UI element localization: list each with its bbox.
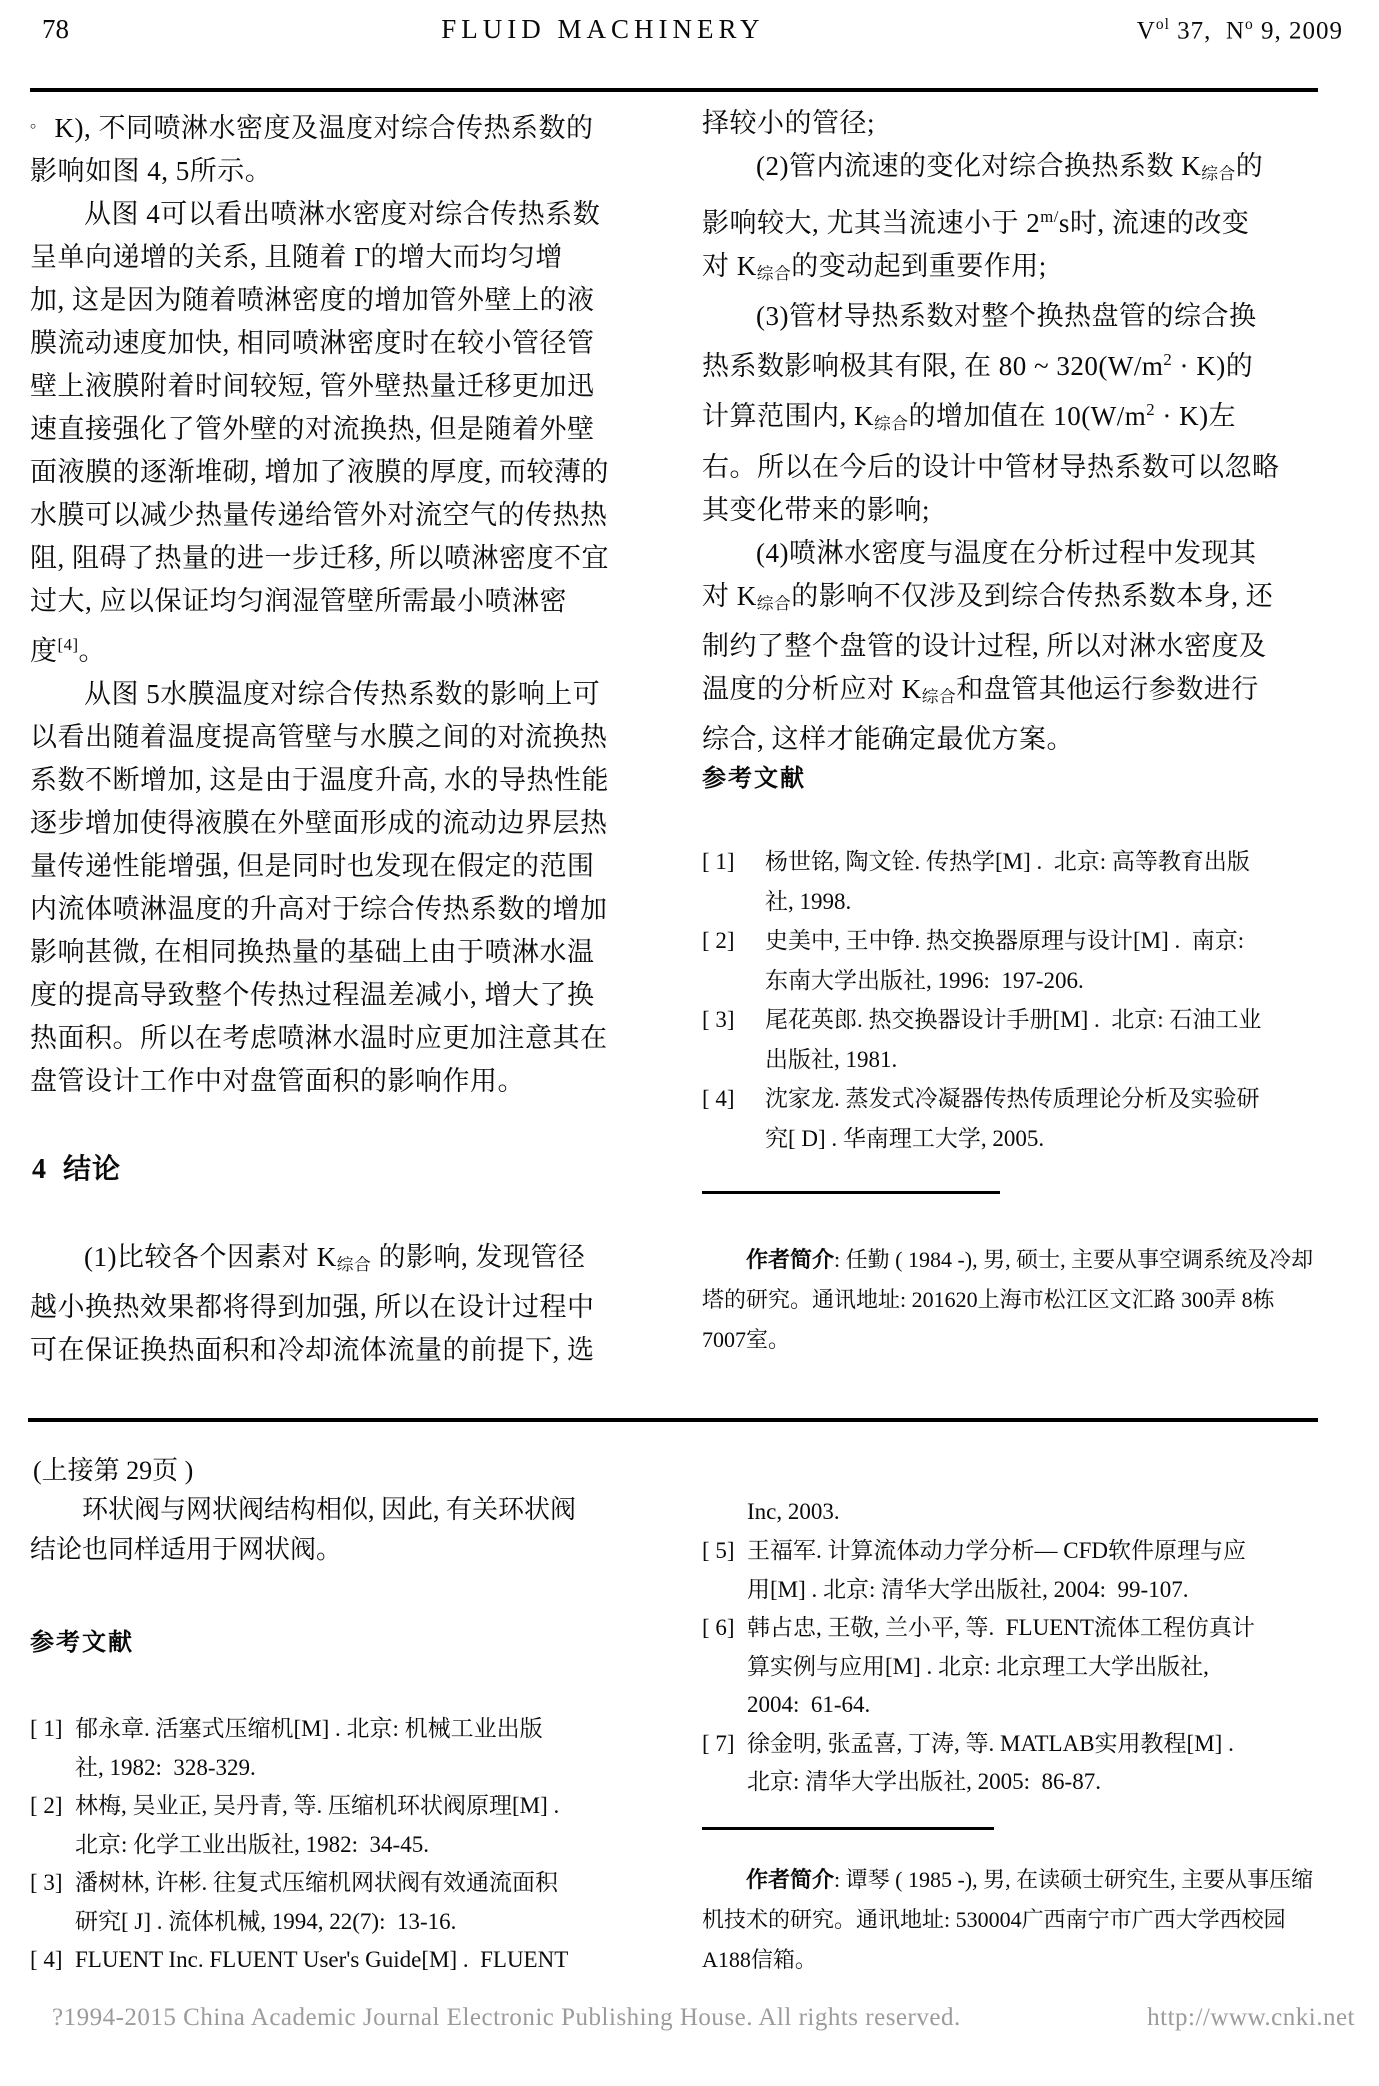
text-line: 影响如图 4, 5所示。 [30,156,273,186]
text-line: 潘树林, 许彬. 往复式压缩机网状阀有效通流面积 [75,1870,558,1895]
reference-text [75,1864,558,1941]
reference-item [702,1725,1352,1802]
text-line: 盘管设计工作中对盘管面积的影响作用。 [30,1066,525,1096]
reference-item [702,921,1347,1000]
reference-text [765,842,1250,921]
reference-item [30,1941,680,1980]
reference-item [702,1079,1347,1158]
conclusion-paragraph [30,1236,675,1372]
reference-item [702,1532,1352,1609]
reference-text [747,1609,1255,1725]
text-line: 沈家龙. 蒸发式冷凝器传热传质理论分析及实验研 [765,1086,1260,1111]
text-line: (2)管内流速的变化对综合换热系数 $K_{综合}$的 [756,151,1264,184]
text-line: 度[4]。 [30,635,107,666]
text-line: 加, 这是因为随着喷淋密度的增加管外壁上的液 [30,285,595,315]
text-line: 徐金明, 张孟喜, 丁涛, 等. MATLAB实用教程[M] . [747,1730,1234,1756]
text-line: 可在保证换热面积和冷却流体流量的前提下, 选 [30,1335,595,1366]
header-rule [30,88,1318,92]
text-line: 。 K), 不同喷淋水密度及温度对综合传热系数的 [30,112,594,143]
text-line: 对 $K_{综合}$的影响不仅涉及到综合传热系数本身, 还 [702,580,1274,613]
footer-url: http://www.cnki.net [1147,2004,1355,2031]
reference-continuation-line: Inc, 2003. [747,1499,840,1524]
text-line: 社, 1998. [765,888,852,914]
text-line: 北京: 化学工业出版社, 1982: 34-45. [75,1831,429,1857]
text-line: 面液膜的逐渐堆砌, 增加了液膜的厚度, 而较薄的 [30,457,609,487]
section-heading-conclusion: 4 结论 [32,1154,122,1185]
text-line: 东南大学出版社, 1996: 197-206. [765,967,1084,993]
text-line: 郁永章. 活塞式压缩机[M] . 北京: 机械工业出版 [75,1716,543,1741]
reference-item [30,1710,680,1787]
text-line: 过大, 应以保证均匀润湿管壁所需最小喷淋密 [30,586,567,616]
reference-label: [ 4] [30,1947,63,1972]
author-bio-top [702,1240,1350,1360]
issue-info: $V^{ol}$ 37, $N^o$ 9, 2009 [1136,15,1343,44]
text-line: 王福军. 计算流体动力学分析— CFD软件原理与应 [747,1538,1246,1563]
text-line: 以看出随着温度提高管壁与水膜之间的对流换热 [30,722,608,752]
text-line: 韩占忠, 王敬, 兰小平, 等. FLUENT流体工程仿真计 [747,1615,1255,1640]
text-line: 从图 5水膜温度对综合传热系数的影响上可 [84,679,601,709]
reference-item [702,842,1347,921]
text-line: 社, 1982: 328-329. [75,1754,256,1780]
text-line: 计算范围内, $K_{综合}$的增加值在 $10(W/m^2 \cdot K)$左 [702,400,1237,434]
text-line: 影响较大, 尤其当流速小于 $2^{m/}s$时, 流速的改变 [702,207,1250,239]
top-left-column [30,100,675,1103]
text-line: 机技术的研究。通讯地址: 530004广西南宁市广西大学西校园 [702,1907,1286,1932]
journal-title: FLUID MACHINERY [441,14,765,44]
copyright-text: ?1994-2015 China Academic Journal Electronic Publishing House. All rights reserved. [52,2004,961,2031]
text-line: 林梅, 吴业正, 吴丹青, 等. 压缩机环状阀原理[M] . [75,1793,560,1818]
text-line: (3)管材导热系数对整个换热盘管的综合换 [756,301,1257,332]
reference-label: [ 6] [702,1615,735,1640]
references-heading-bottom: 参考文献 [30,1630,134,1656]
reference-text [75,1941,568,1980]
text-line: 作者简介: 任勤 ( 1984 -), 男, 硕士, 主要从事空调系统及冷却 [746,1247,1314,1272]
reference-text [765,921,1244,1000]
page-footer [52,2004,1355,2032]
text-line: 右。所以在今后的设计中管材导热系数可以忽略 [702,451,1280,482]
reference-item [702,1609,1352,1725]
references-heading-top: 参考文献 [702,766,806,792]
reference-item [30,1787,680,1864]
reference-label: [ 2] [702,928,735,953]
reference-label: [ 4] [702,1086,735,1111]
text-line: 逐步增加使得液膜在外壁面形成的流动边界层热 [30,808,608,838]
text-line: 量传递性能增强, 但是同时也发现在假定的范围 [30,851,595,881]
reference-label: [ 1] [702,849,735,874]
text-line: 膜流动速度加快, 相同喷淋密度时在较小管径管 [30,328,595,358]
reference-label: [ 2] [30,1793,63,1818]
text-line: 其变化带来的影响; [702,494,931,525]
reference-list-bottom-right [702,1532,1352,1802]
reference-text [747,1725,1234,1802]
text-line: 呈单向递增的关系, 且随着 Γ的增大而均匀增 [30,242,563,272]
reference-label: [ 7] [702,1730,735,1756]
author-bio-separator-2 [702,1827,994,1830]
text-line: (1)比较各个因素对 $K_{综合}$ 的影响, 发现管径 [84,1242,586,1275]
reference-label: [ 1] [30,1716,63,1741]
text-line: 对 $K_{综合}$的变动起到重要作用; [702,251,1047,284]
reference-text [765,1079,1260,1158]
text-line: 从图 4可以看出喷淋水密度对综合传热系数 [84,199,601,229]
text-line: 环状阀与网状阀结构相似, 因此, 有关环状阀 [82,1495,577,1524]
author-bio-separator [702,1191,1000,1194]
text-line: 热面积。所以在考虑喷淋水温时应更加注意其在 [30,1023,608,1053]
reference-list-bottom-left [30,1710,680,1980]
bottom-left-paragraph [30,1490,680,1570]
text-line: 出版社, 1981. [765,1046,898,1072]
reference-text [75,1710,543,1787]
text-line: 北京: 清华大学出版社, 2005: 86-87. [747,1769,1101,1794]
text-line: 壁上液膜附着时间较短, 管外壁热量迁移更加迅 [30,371,595,401]
text-line: 究[ D] . 华南理工大学, 2005. [765,1125,1045,1151]
reference-list-top [702,842,1347,1158]
text-line: 综合, 这样才能确定最优方案。 [702,723,1074,754]
text-line: 尾花英郎. 热交换器设计手册[M] . 北京: 石油工业 [765,1007,1262,1032]
reference-label: [ 5] [702,1538,735,1563]
text-line: 7007室。 [702,1327,791,1352]
text-line: 速直接强化了管外壁的对流换热, 但是随着外壁 [30,414,595,444]
text-line: 择较小的管径; [702,108,876,138]
reference-text [75,1787,559,1864]
text-line: 用[M] . 北京: 清华大学出版社, 2004: 99-107. [747,1576,1189,1602]
text-line: 内流体喷淋温度的升高对于综合传热系数的增加 [30,894,608,924]
reference-text [765,1000,1261,1079]
reference-label: [ 3] [30,1870,63,1895]
text-line: 算实例与应用[M] . 北京: 北京理工大学出版社, [747,1653,1209,1679]
text-line: 水膜可以减少热量传递给管外对流空气的传热热 [30,500,608,530]
text-line: 塔的研究。通讯地址: 201620上海市松江区文汇路 300弄 8栋 [702,1287,1275,1312]
text-line: (4)喷淋水密度与温度在分析过程中发现其 [756,537,1257,568]
text-line: 2004: 61-64. [747,1692,871,1717]
text-line: 越小换热效果都将得到加强, 所以在设计过程中 [30,1292,595,1323]
text-line: A188信箱。 [702,1947,817,1972]
continued-from-note: (上接第 29页 ) [33,1456,194,1485]
text-line: 结论也同样适用于网状阀。 [30,1535,343,1564]
text-line: 研究[ J] . 流体机械, 1994, 22(7): 13-16. [75,1908,457,1934]
reference-label: [ 3] [702,1007,735,1032]
text-line: FLUENT Inc. FLUENT User's Guide[M] . FLUENT [75,1947,569,1972]
page-number: 78 [42,14,69,44]
text-line: 阻, 阻碍了热量的进一步迁移, 所以喷淋密度不宜 [30,543,609,573]
text-line: 温度的分析应对 $K_{综合}$和盘管其他运行参数进行 [702,673,1259,706]
reference-item [30,1864,680,1941]
text-line: 度的提高导致整个传热过程温差减小, 增大了换 [30,980,595,1010]
text-line: 系数不断增加, 这是由于温度升高, 水的导热性能 [30,765,609,795]
text-line: 史美中, 王中铮. 热交换器原理与设计[M] . 南京: [765,928,1245,953]
text-line: 制约了整个盘管的设计过程, 所以对淋水密度及 [702,630,1267,661]
reference-item [702,1000,1347,1079]
text-line: 作者简介: 谭琴 ( 1985 -), 男, 在读硕士研究生, 主要从事压缩 [746,1867,1314,1892]
text-line: 影响甚微, 在相同换热量的基础上由于喷淋水温 [30,937,595,967]
page-header [42,14,1343,45]
reference-text [747,1532,1246,1609]
top-right-column [702,102,1347,761]
article-divider-rule [28,1418,1318,1422]
text-line: 杨世铭, 陶文铨. 传热学[M] . 北京: 高等教育出版 [765,849,1250,874]
author-bio-bottom [702,1860,1357,1980]
text-line: 热系数影响极其有限, 在 80 ~ $320(W/m^2 \cdot K)$的 [702,350,1254,382]
